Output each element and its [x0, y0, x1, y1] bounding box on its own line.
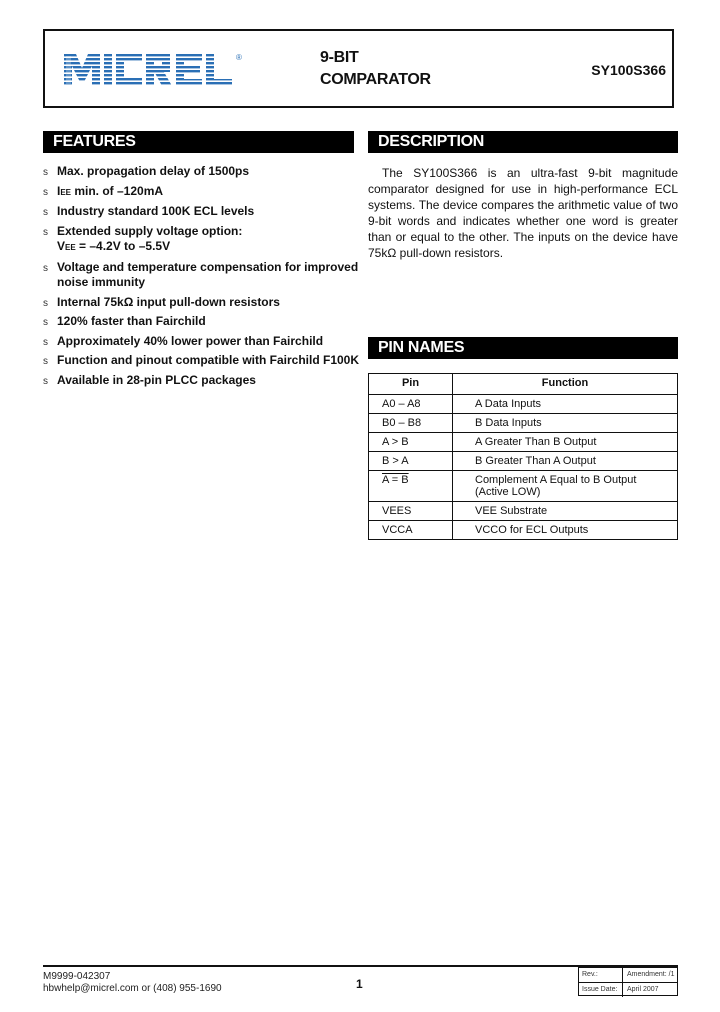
description-heading: DESCRIPTION [368, 131, 678, 153]
doc-number: M9999-042307 [43, 971, 111, 982]
bullet-icon: s [43, 186, 48, 198]
feature-item: s IEE min. of –120mA [43, 184, 363, 201]
rev-value: Amendment: /1 [627, 971, 675, 978]
bullet-icon: s [43, 356, 48, 367]
feature-item: s Available in 28-pin PLCC packages [43, 373, 363, 389]
bullet-icon: s [43, 262, 48, 274]
features-heading: FEATURES [43, 131, 354, 153]
svg-text:®: ® [236, 53, 242, 62]
table-row: A = B Complement A Equal to B Output (Active LOW) [369, 471, 678, 502]
table-row: A > B A Greater Than B Output [369, 433, 678, 452]
feature-item: s Extended supply voltage option: VEE = –4.2V to –5.5V [43, 223, 243, 253]
contact-info: hbwhelp@micrel.com or (408) 955-1690 [43, 983, 222, 994]
pin-names-heading: PIN NAMES [368, 337, 678, 359]
feature-item: s Voltage and temperature compensation for improved noise immunity [43, 259, 359, 289]
feature-item: s Max. propagation delay of 1500ps [43, 164, 363, 180]
function-column-header: Function [453, 374, 678, 395]
part-number: SY100S366 [591, 62, 666, 78]
table-row: A0 – A8 A Data Inputs [369, 395, 678, 414]
page-number: 1 [356, 977, 363, 991]
feature-item: s Industry standard 100K ECL levels [43, 204, 363, 220]
feature-item: s 120% faster than Fairchild [43, 314, 363, 330]
micrel-logo [62, 46, 254, 94]
table-row: VEES VEE Substrate [369, 502, 678, 521]
table-row: VCCA VCCO for ECL Outputs [369, 521, 678, 540]
bullet-icon: s [43, 336, 48, 348]
feature-item: s Internal 75kΩ input pull-down resistors [43, 295, 363, 311]
bullet-icon: s [43, 167, 48, 178]
issue-date-label: Issue Date: [579, 983, 623, 997]
description-text: The SY100S366 is an ultra-fast 9-bit magnitude comparator designed for use in high-performance ECL systems. The device compares the arithmetic value of two 9-bit words and indicates whether one word is greater than or equal to the other. The inputs on the device have 75kΩ pull-down resistors. [368, 166, 678, 260]
rev-label: Rev.: [579, 968, 623, 982]
bullet-icon: s [43, 317, 48, 328]
table-header-row [369, 374, 678, 395]
title-line-1: 9-BIT [320, 49, 359, 66]
bullet-icon: s [43, 207, 48, 218]
pin-names-table [368, 373, 678, 540]
table-row: B > A B Greater Than A Output [369, 452, 678, 471]
bullet-icon: s [43, 297, 48, 309]
pin-column-header: Pin [369, 374, 453, 395]
table-row: B0 – B8 B Data Inputs [369, 414, 678, 433]
revision-box [578, 967, 678, 996]
document-title [320, 47, 431, 91]
feature-item: s Approximately 40% lower power than Fairchild [43, 334, 363, 350]
issue-date-value: April 2007 [627, 986, 659, 993]
title-line-2: COMPARATOR [320, 71, 431, 88]
feature-item: s Function and pinout compatible with Fairchild F100K [43, 353, 363, 369]
footer-info [43, 971, 222, 995]
bullet-icon: s [43, 375, 48, 387]
bullet-icon: s [43, 226, 48, 238]
features-list [43, 164, 363, 392]
